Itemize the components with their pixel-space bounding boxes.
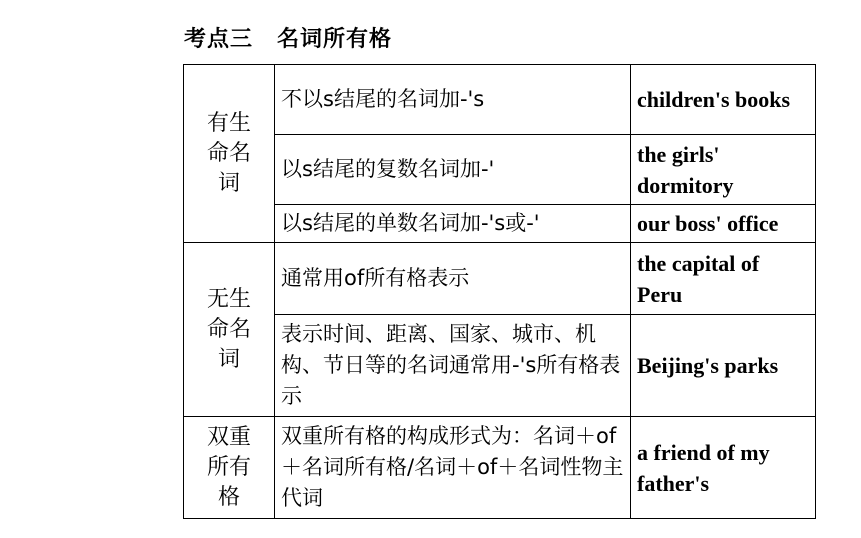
example-cell: the capital of Peru	[631, 243, 816, 315]
category-line: 词	[217, 346, 240, 372]
category-line: 有生	[206, 110, 251, 136]
example-cell: a friend of my father's	[631, 417, 816, 519]
rule-cell: 以s结尾的单数名词加-'s或-'	[275, 205, 631, 243]
section-title: 名词所有格	[277, 27, 393, 52]
rule-cell: 通常用of所有格表示	[275, 243, 631, 315]
section-label: 考点三	[184, 27, 254, 52]
rule-cell: 表示时间、距离、国家、城市、机构、节日等的名词通常用-'s所有格表示	[275, 315, 631, 417]
category-line: 词	[217, 170, 240, 196]
section-heading	[184, 22, 392, 53]
category-line: 双重	[206, 424, 251, 450]
category-line: 所有	[206, 454, 251, 480]
table-row	[184, 243, 816, 315]
example-cell: Beijing's parks	[631, 315, 816, 417]
example-cell: children's books	[631, 65, 816, 135]
table-row	[184, 315, 816, 417]
rule-cell: 双重所有格的构成形式为：名词＋of＋名词所有格/名词＋of＋名词性物主代词	[275, 417, 631, 519]
table-row	[184, 65, 816, 135]
table-row	[184, 135, 816, 205]
example-cell: the girls' dormitory	[631, 135, 816, 205]
rule-cell: 不以s结尾的名词加-'s	[275, 65, 631, 135]
category-cell-double	[184, 417, 275, 519]
table-row	[184, 205, 816, 243]
possessive-case-table	[183, 64, 816, 519]
category-line: 命名	[206, 316, 251, 342]
category-line: 命名	[206, 140, 251, 166]
rule-cell: 以s结尾的复数名词加-'	[275, 135, 631, 205]
category-cell-inanimate	[184, 243, 275, 417]
category-cell-animate	[184, 65, 275, 243]
category-line: 无生	[206, 286, 251, 312]
category-line: 格	[217, 484, 240, 510]
example-cell: our boss' office	[631, 205, 816, 243]
table-row	[184, 417, 816, 519]
